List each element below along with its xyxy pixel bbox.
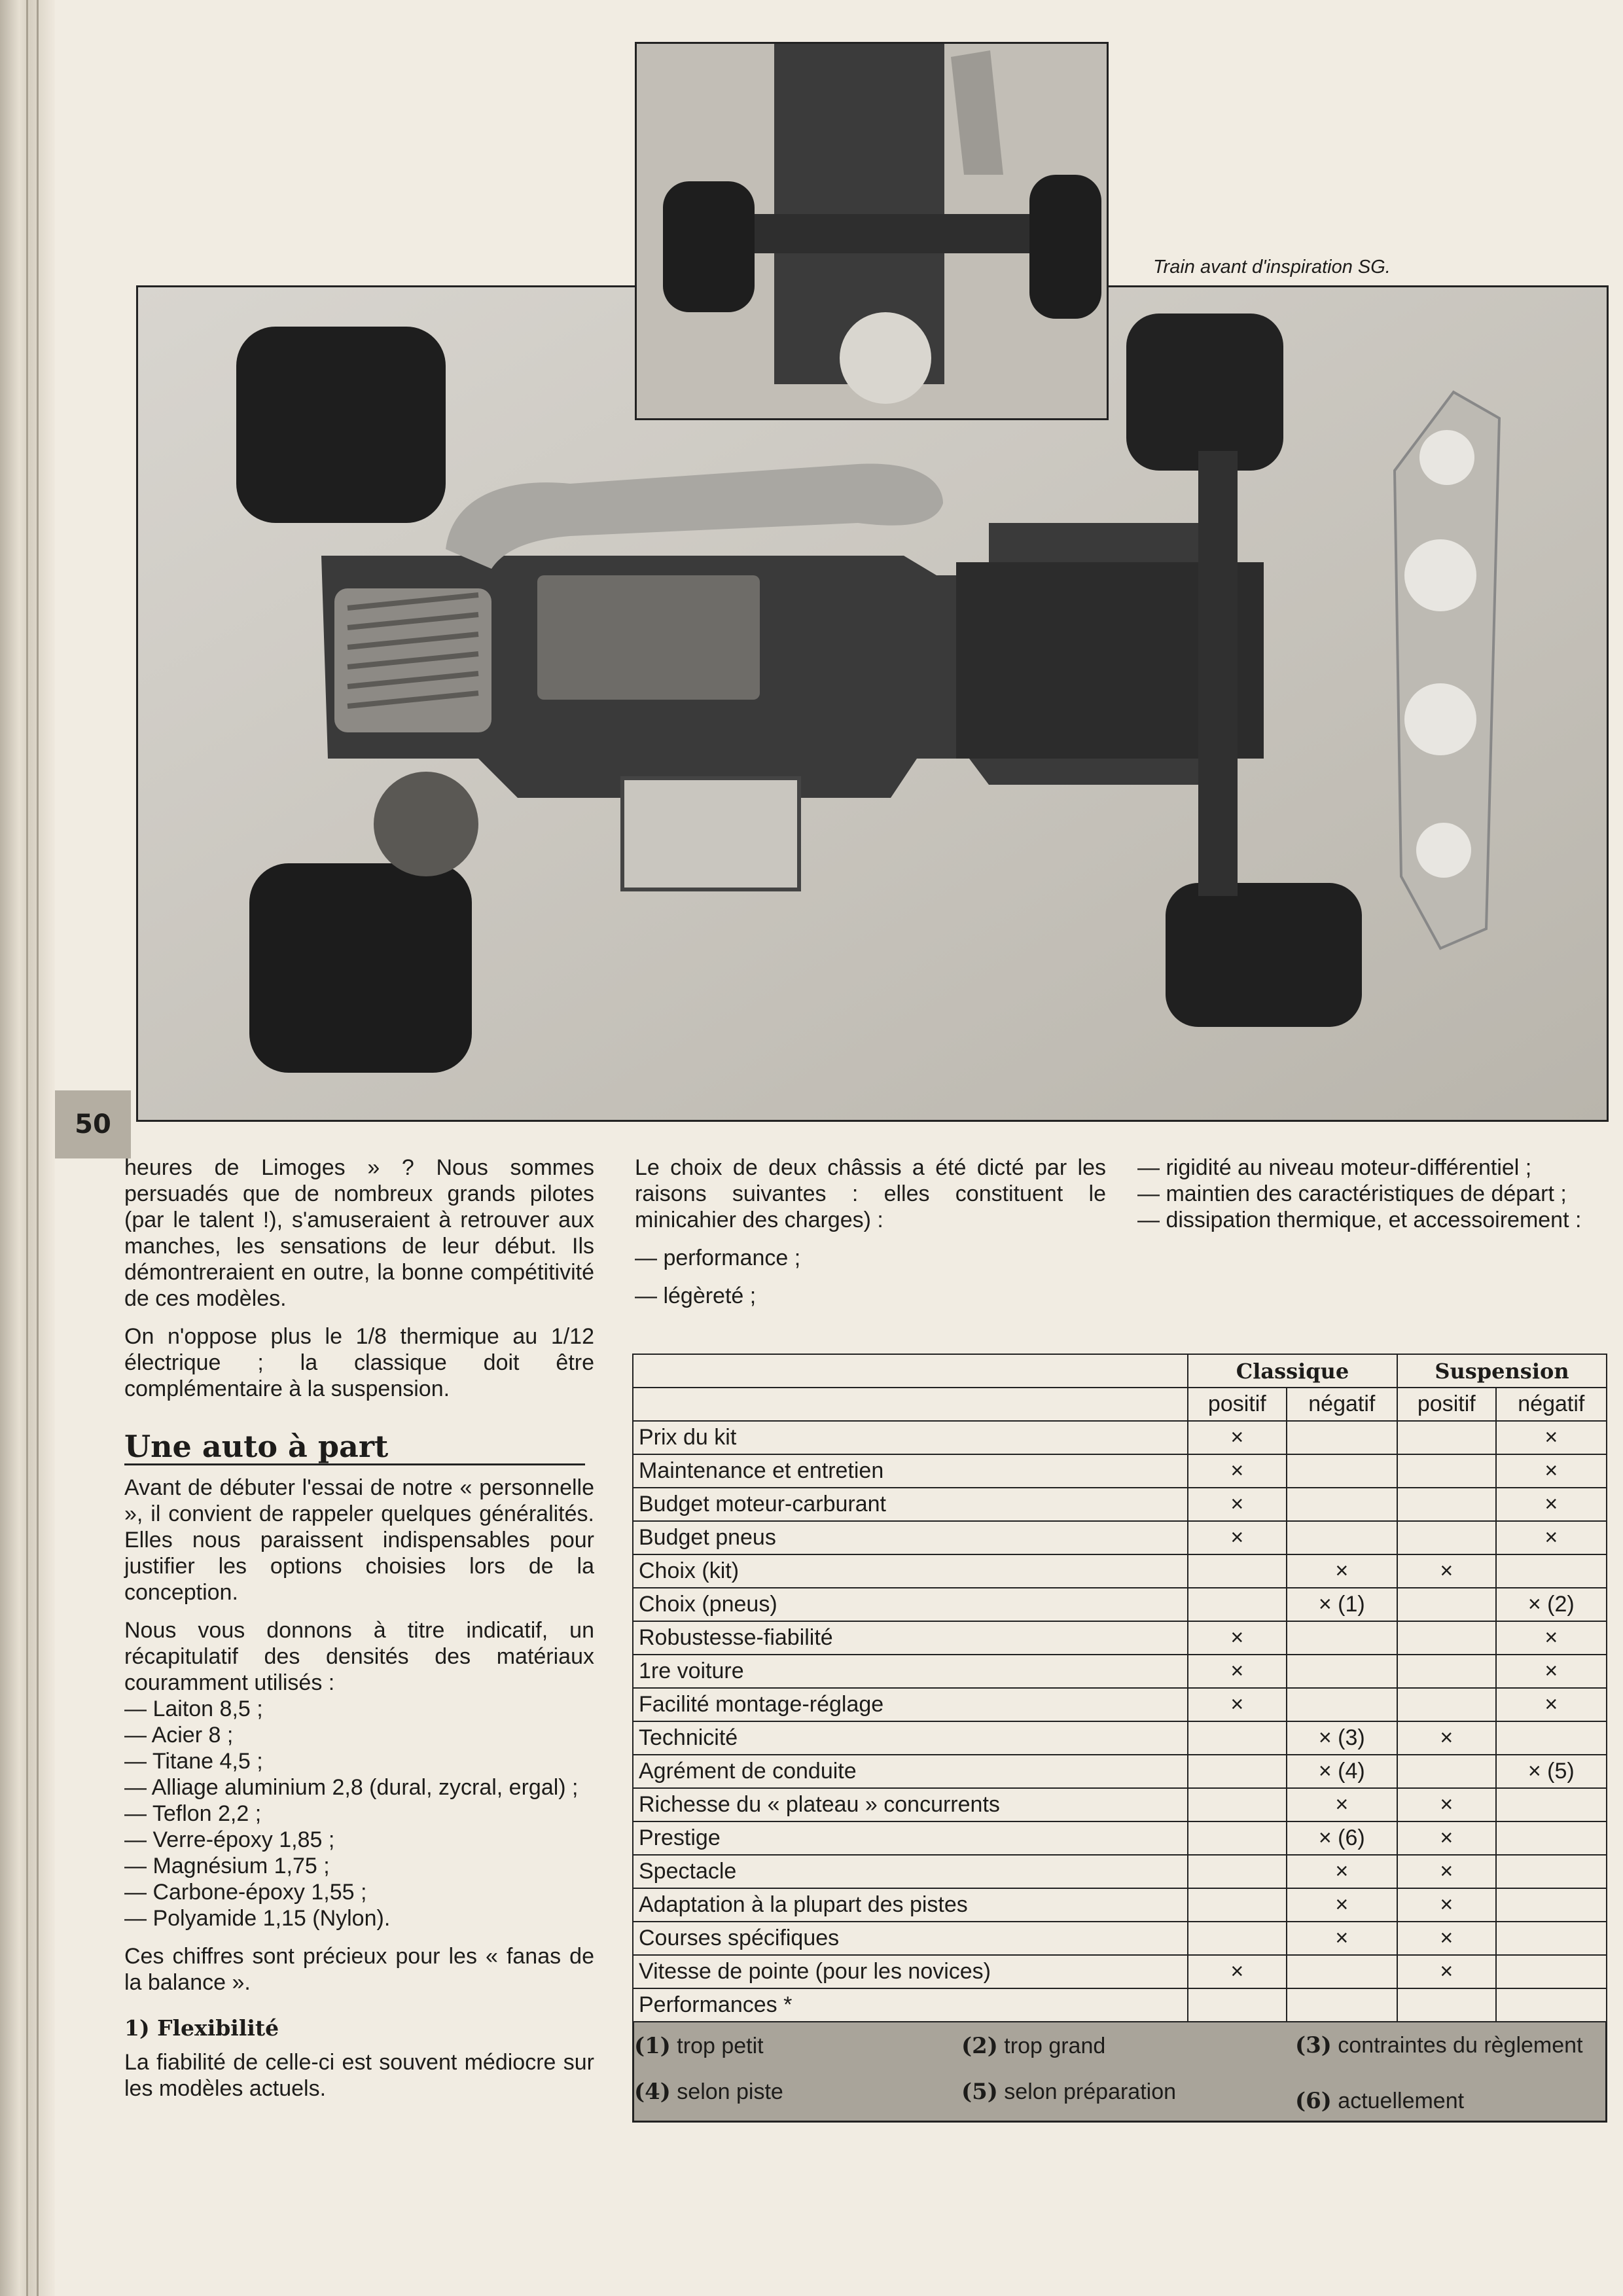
list-item: — rigidité au niveau moteur-différentiel ; bbox=[1137, 1155, 1532, 1180]
table-cell bbox=[1287, 1955, 1397, 1988]
table-note: (1) trop petit bbox=[634, 2033, 764, 2059]
paragraph: La fiabilité de celle-ci est souvent médiocre sur les modèles actuels. bbox=[124, 2050, 594, 2101]
row-label: Choix (pneus) bbox=[633, 1588, 1188, 1621]
table-cell: × bbox=[1397, 1855, 1496, 1888]
table-cell bbox=[1188, 1922, 1287, 1955]
row-label: Vitesse de pointe (pour les novices) bbox=[633, 1955, 1188, 1988]
table-row bbox=[633, 1721, 1607, 1755]
row-label: Budget pneus bbox=[633, 1521, 1188, 1554]
table-notes bbox=[632, 2022, 1607, 2123]
table-cell: × bbox=[1287, 1788, 1397, 1821]
column-header: négatif bbox=[1287, 1388, 1397, 1421]
row-label: Prestige bbox=[633, 1821, 1188, 1855]
table-cell: × (5) bbox=[1496, 1755, 1607, 1788]
list-item: — dissipation thermique, et accessoirement : bbox=[1137, 1208, 1582, 1232]
column-header: positif bbox=[1397, 1388, 1496, 1421]
table-row bbox=[633, 1888, 1607, 1922]
row-label: 1re voiture bbox=[633, 1655, 1188, 1688]
table-cell: × (1) bbox=[1287, 1588, 1397, 1621]
row-label: Adaptation à la plupart des pistes bbox=[633, 1888, 1188, 1922]
table-cell bbox=[1188, 1855, 1287, 1888]
table-cell bbox=[1496, 1988, 1607, 2022]
table-cell bbox=[1188, 1988, 1287, 2022]
table-row bbox=[633, 1788, 1607, 1821]
paragraph: On n'oppose plus le 1/8 thermique au 1/12 électrique ; la classique doit être complémentaire à la suspension. bbox=[124, 1324, 594, 1401]
table-cell bbox=[1188, 1554, 1287, 1588]
table-cell bbox=[1397, 1588, 1496, 1621]
table-corner bbox=[633, 1388, 1188, 1421]
table-cell bbox=[1188, 1588, 1287, 1621]
table-note: (2) trop grand bbox=[961, 2033, 1106, 2059]
table-cell: × bbox=[1397, 1721, 1496, 1755]
page-number: 50 bbox=[55, 1090, 131, 1158]
group-header-classique: Classique bbox=[1188, 1354, 1397, 1388]
table-cell bbox=[1496, 1554, 1607, 1588]
paragraph: Ces chiffres sont précieux pour les « fanas de la balance ». bbox=[124, 1944, 594, 1995]
list-item: — Acier 8 ; bbox=[124, 1723, 234, 1748]
table-cell: × (3) bbox=[1287, 1721, 1397, 1755]
table-row bbox=[633, 1821, 1607, 1855]
row-label: Technicité bbox=[633, 1721, 1188, 1755]
table-cell bbox=[1287, 1521, 1397, 1554]
list-item: — Titane 4,5 ; bbox=[124, 1749, 263, 1774]
table-cell: × bbox=[1496, 1421, 1607, 1454]
table-note: (5) selon préparation bbox=[961, 2079, 1177, 2105]
table-row bbox=[633, 1988, 1607, 2022]
table-cell bbox=[1287, 1988, 1397, 2022]
table-cell: × bbox=[1496, 1688, 1607, 1721]
row-label: Robustesse-fiabilité bbox=[633, 1621, 1188, 1655]
table-cell bbox=[1188, 1755, 1287, 1788]
table-cell bbox=[1188, 1888, 1287, 1922]
table-cell: × bbox=[1496, 1488, 1607, 1521]
page-edge-line bbox=[37, 0, 39, 2296]
table-cell bbox=[1496, 1721, 1607, 1755]
list-item: — Verre-époxy 1,85 ; bbox=[124, 1827, 335, 1852]
row-label: Agrément de conduite bbox=[633, 1755, 1188, 1788]
sub-heading: 1) Flexibilité bbox=[124, 2015, 279, 2041]
table-row bbox=[633, 1488, 1607, 1521]
table-cell bbox=[1496, 1888, 1607, 1922]
table-row bbox=[633, 1521, 1607, 1554]
group-header-suspension: Suspension bbox=[1397, 1354, 1607, 1388]
table-cell: × (6) bbox=[1287, 1821, 1397, 1855]
list-item: — Teflon 2,2 ; bbox=[124, 1801, 262, 1826]
list-item: — Magnésium 1,75 ; bbox=[124, 1854, 330, 1878]
table-row bbox=[633, 1688, 1607, 1721]
table-row bbox=[633, 1421, 1607, 1454]
table-body bbox=[633, 1421, 1607, 2022]
table-cell bbox=[1287, 1655, 1397, 1688]
list-item: — performance ; bbox=[635, 1246, 801, 1270]
table-cell: × bbox=[1287, 1922, 1397, 1955]
table-row bbox=[633, 1855, 1607, 1888]
density-list bbox=[124, 1696, 594, 1931]
table-note: (6) actuellement bbox=[1295, 2088, 1465, 2114]
table-row bbox=[633, 1755, 1607, 1788]
text-column-1 bbox=[124, 1155, 594, 2113]
table-corner bbox=[633, 1354, 1188, 1388]
row-label: Facilité montage-réglage bbox=[633, 1688, 1188, 1721]
page-edge-line bbox=[26, 0, 28, 2296]
table-row bbox=[633, 1955, 1607, 1988]
table-cell bbox=[1496, 1955, 1607, 1988]
list-item: — Polyamide 1,15 (Nylon). bbox=[124, 1906, 391, 1931]
table-cell: × bbox=[1496, 1655, 1607, 1688]
paragraph: Nous vous donnons à titre indicatif, un récapitulatif des densités des matériaux couramment utilisés : bbox=[124, 1618, 594, 1695]
table-cell bbox=[1397, 1454, 1496, 1488]
table-cell bbox=[1397, 1988, 1496, 2022]
paragraph: Le choix de deux châssis a été dicté par les raisons suivantes : elles constituent le minicahier des charges) : bbox=[635, 1155, 1106, 1232]
table-cell: × bbox=[1397, 1888, 1496, 1922]
list-item: — légèreté ; bbox=[635, 1283, 757, 1308]
table-cell bbox=[1188, 1788, 1287, 1821]
section-heading: Une auto à part bbox=[124, 1433, 585, 1465]
paragraph: heures de Limoges » ? Nous sommes persuadés que de nombreux grands pilotes (par le talent !), s'amuseraient à retrouver aux manches, les sensations de leur début. Ils démontreraient en outre, la bonne compétitivité de ces modèles. bbox=[124, 1155, 594, 1311]
row-label: Prix du kit bbox=[633, 1421, 1188, 1454]
row-label: Richesse du « plateau » concurrents bbox=[633, 1788, 1188, 1821]
table-row bbox=[633, 1922, 1607, 1955]
row-label: Budget moteur-carburant bbox=[633, 1488, 1188, 1521]
row-label: Maintenance et entretien bbox=[633, 1454, 1188, 1488]
requirement-list bbox=[635, 1245, 1106, 1309]
table-row bbox=[633, 1588, 1607, 1621]
list-item: — Alliage aluminium 2,8 (dural, zycral, ergal) ; bbox=[124, 1775, 579, 1800]
list-item: — maintien des caractéristiques de départ ; bbox=[1137, 1181, 1567, 1206]
column-header: positif bbox=[1188, 1388, 1287, 1421]
front-train-photo bbox=[635, 42, 1109, 420]
table-cell: × bbox=[1397, 1821, 1496, 1855]
text-column-2 bbox=[635, 1155, 1106, 1321]
list-item: — Laiton 8,5 ; bbox=[124, 1696, 263, 1721]
table-cell: × bbox=[1188, 1521, 1287, 1554]
table-cell bbox=[1496, 1788, 1607, 1821]
table-cell: × bbox=[1188, 1621, 1287, 1655]
list-item: — Carbone-époxy 1,55 ; bbox=[124, 1880, 367, 1905]
table-cell bbox=[1287, 1488, 1397, 1521]
table-note: (3) contraintes du règlement bbox=[1295, 2032, 1583, 2058]
table-cell bbox=[1496, 1922, 1607, 1955]
table-cell bbox=[1397, 1488, 1496, 1521]
table-cell: × bbox=[1397, 1788, 1496, 1821]
column-header: négatif bbox=[1496, 1388, 1607, 1421]
table-cell bbox=[1496, 1821, 1607, 1855]
table-cell: × bbox=[1496, 1454, 1607, 1488]
table-cell bbox=[1496, 1855, 1607, 1888]
row-label: Choix (kit) bbox=[633, 1554, 1188, 1588]
table-cell bbox=[1397, 1655, 1496, 1688]
comparison-table bbox=[632, 1354, 1607, 2123]
table-cell bbox=[1287, 1454, 1397, 1488]
table-cell bbox=[1397, 1521, 1496, 1554]
table-cell: × bbox=[1287, 1554, 1397, 1588]
row-label: Performances * bbox=[633, 1988, 1188, 2022]
table-cell bbox=[1397, 1621, 1496, 1655]
table-cell bbox=[1188, 1721, 1287, 1755]
text-column-3 bbox=[1137, 1155, 1607, 1233]
table-cell bbox=[1287, 1421, 1397, 1454]
table-cell: × bbox=[1188, 1421, 1287, 1454]
table-row bbox=[633, 1554, 1607, 1588]
paragraph: Avant de débuter l'essai de notre « personnelle », il convient de rappeler quelques généralités. Elles nous paraissent indispensables pour justifier les options choisies lors de la conception. bbox=[124, 1475, 594, 1605]
table-cell bbox=[1287, 1621, 1397, 1655]
table-cell: × bbox=[1287, 1855, 1397, 1888]
table-cell bbox=[1397, 1688, 1496, 1721]
table-row bbox=[633, 1655, 1607, 1688]
table-cell: × bbox=[1188, 1688, 1287, 1721]
table-cell: × bbox=[1188, 1955, 1287, 1988]
table-cell: × bbox=[1397, 1955, 1496, 1988]
table-cell: × bbox=[1188, 1454, 1287, 1488]
table-cell bbox=[1397, 1755, 1496, 1788]
table-cell: × bbox=[1188, 1488, 1287, 1521]
table-cell: × bbox=[1188, 1655, 1287, 1688]
table-note: (4) selon piste bbox=[634, 2079, 783, 2105]
table-cell: × (2) bbox=[1496, 1588, 1607, 1621]
table-cell: × bbox=[1496, 1621, 1607, 1655]
table-cell: × bbox=[1397, 1554, 1496, 1588]
table-cell bbox=[1397, 1421, 1496, 1454]
row-label: Spectacle bbox=[633, 1855, 1188, 1888]
table-cell: × bbox=[1496, 1521, 1607, 1554]
table-row bbox=[633, 1621, 1607, 1655]
table-cell bbox=[1188, 1821, 1287, 1855]
row-label: Courses spécifiques bbox=[633, 1922, 1188, 1955]
table-row bbox=[633, 1454, 1607, 1488]
table-cell: × (4) bbox=[1287, 1755, 1397, 1788]
photo-caption: Train avant d'inspiration SG. bbox=[1153, 257, 1391, 278]
table-cell bbox=[1287, 1688, 1397, 1721]
table-cell: × bbox=[1287, 1888, 1397, 1922]
table-cell: × bbox=[1397, 1922, 1496, 1955]
